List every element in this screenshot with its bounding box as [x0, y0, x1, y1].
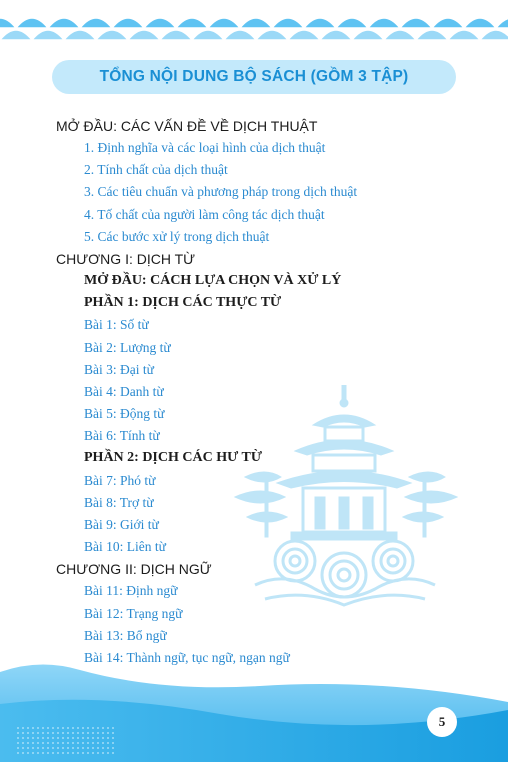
- lesson-item: Bài 12: Trạng ngữ: [84, 605, 183, 621]
- page-title: TỔNG NỘI DUNG BỘ SÁCH (GỒM 3 TẬP): [99, 68, 409, 85]
- chapter-2-heading: CHƯƠNG II: DỊCH NGỮ: [56, 561, 212, 578]
- lesson-item: Bài 6: Tính từ: [84, 428, 160, 444]
- intro-heading: MỞ ĐẦU: CÁC VẤN ĐỀ VỀ DỊCH THUẬT: [56, 118, 318, 134]
- chapter-1-opening: MỞ ĐẦU: CÁCH LỰA CHỌN VÀ XỬ LÝ: [84, 272, 342, 288]
- lesson-item: Bài 3: Đại từ: [84, 361, 154, 377]
- toc-item: 5. Các bước xử lý trong dịch thuật: [84, 228, 270, 244]
- page-number: 5: [427, 707, 457, 737]
- toc-item: 1. Định nghĩa và các loại hình của dịch thuật: [84, 140, 326, 155]
- bottom-wave-band: [0, 652, 508, 762]
- toc-item: 4. Tố chất của người làm công tác dịch thuật: [84, 206, 325, 222]
- lesson-item: Bài 2: Lượng từ: [84, 339, 171, 355]
- lesson-item: Bài 4: Danh từ: [84, 383, 164, 399]
- lesson-item: Bài 5: Động từ: [84, 406, 165, 422]
- title-banner: [52, 60, 456, 94]
- lesson-item: Bài 8: Trợ từ: [84, 494, 154, 510]
- part-2-heading: PHẦN 2: DỊCH CÁC HƯ TỪ: [84, 450, 262, 466]
- table-of-contents: [56, 115, 476, 669]
- lesson-item: Bài 11: Định ngữ: [84, 583, 178, 599]
- top-wave-pattern: [0, 0, 508, 40]
- chapter-1-heading: CHƯƠNG I: DỊCH TỪ: [56, 250, 196, 267]
- lesson-item: Bài 14: Thành ngữ, tục ngữ, ngạn ngữ: [84, 649, 290, 665]
- lesson-item: Bài 1: Số từ: [84, 317, 149, 333]
- lesson-item: Bài 10: Liên từ: [84, 539, 166, 555]
- lesson-item: Bài 7: Phó từ: [84, 472, 156, 488]
- lesson-item: Bài 9: Giới từ: [84, 517, 159, 532]
- toc-item: 2. Tính chất của dịch thuật: [84, 162, 228, 178]
- lesson-item: Bài 13: Bổ ngữ: [84, 627, 167, 643]
- part-1-heading: PHẦN 1: DỊCH CÁC THỰC TỪ: [84, 295, 282, 311]
- toc-item: 3. Các tiêu chuẩn và phương pháp trong dịch thuật: [84, 184, 358, 200]
